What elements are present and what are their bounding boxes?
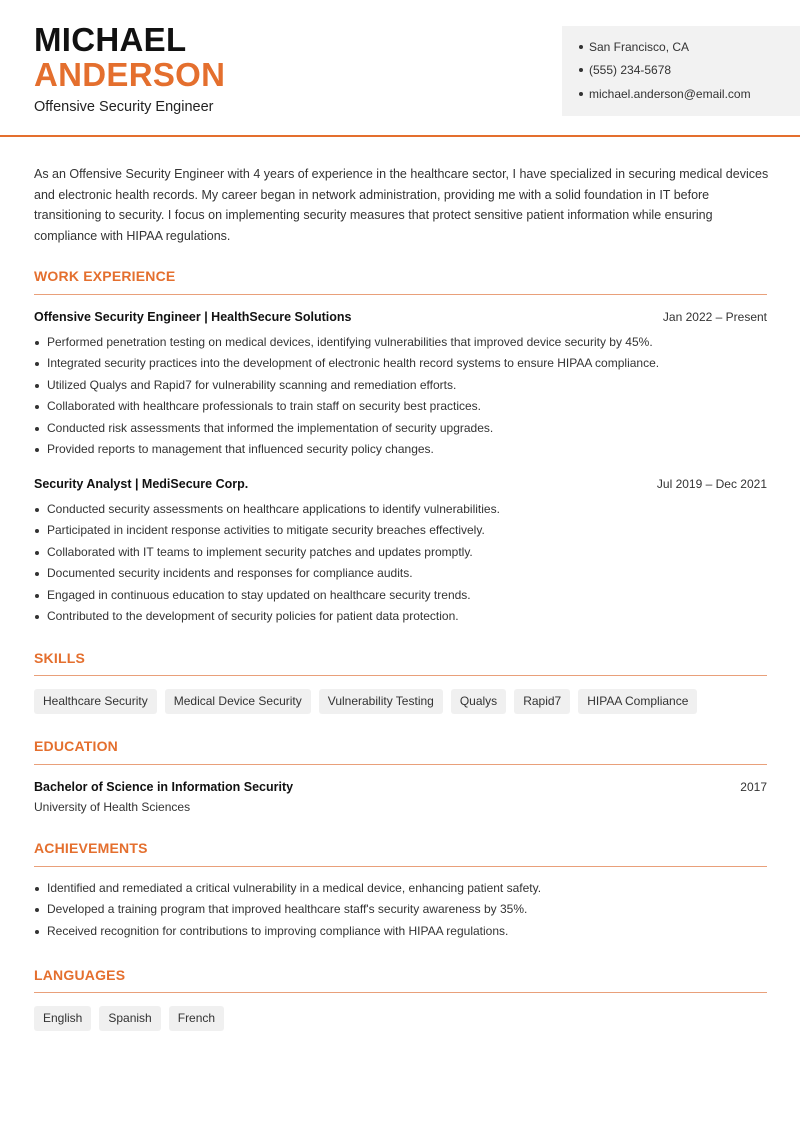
contact-location [579, 40, 689, 54]
list-item: Participated in incident response activities to mitigate security breaches effectively. [34, 520, 767, 541]
list-item: Collaborated with healthcare professionals to train staff on security best practices. [34, 396, 767, 417]
job-title: Offensive Security Engineer [34, 99, 214, 115]
location-text: San Francisco, CA [589, 40, 690, 54]
section-title-languages: LANGUAGES [34, 967, 126, 983]
education-degree: Bachelor of Science in Information Security [34, 780, 294, 794]
header-divider [0, 135, 800, 137]
section-divider [34, 294, 767, 295]
section-title-achievements: ACHIEVEMENTS [34, 840, 148, 856]
language-tag: English [34, 1006, 91, 1031]
list-item: Performed penetration testing on medical devices, identifying vulnerabilities that improved device security by 45%. [34, 332, 767, 353]
section-divider [34, 675, 767, 676]
list-item: Utilized Qualys and Rapid7 for vulnerability scanning and remediation efforts. [34, 375, 767, 396]
list-item: Contributed to the development of security policies for patient data protection. [34, 606, 767, 627]
skill-tag: Vulnerability Testing [319, 689, 443, 714]
language-tag: French [169, 1006, 224, 1031]
list-item: Provided reports to management that influenced security policy changes. [34, 439, 767, 460]
language-tag: Spanish [99, 1006, 160, 1031]
section-divider [34, 992, 767, 993]
skills-tags [34, 689, 697, 714]
bullet-icon [579, 92, 583, 96]
job-dates: Jul 2019 – Dec 2021 [656, 477, 767, 491]
job-role: Security Analyst | MediSecure Corp. [34, 477, 249, 491]
job-bullets [34, 332, 767, 460]
job-header [34, 477, 767, 491]
list-item: Engaged in continuous education to stay updated on healthcare security trends. [34, 585, 767, 606]
email-link[interactable]: michael.anderson@email.com [589, 87, 751, 101]
list-item: Integrated security practices into the development of electronic health record systems to ensure HIPAA compliance. [34, 353, 767, 374]
contact-box [562, 26, 800, 116]
section-title-education: EDUCATION [34, 738, 118, 754]
list-item: Conducted security assessments on healthcare applications to identify vulnerabilities. [34, 499, 767, 520]
section-divider [34, 764, 767, 765]
list-item: Identified and remediated a critical vulnerability in a medical device, enhancing patient safety. [34, 878, 767, 899]
list-item: Received recognition for contributions to improving compliance with HIPAA regulations. [34, 921, 767, 942]
job-role: Offensive Security Engineer | HealthSecure Solutions [34, 310, 352, 324]
skill-tag: Medical Device Security [165, 689, 311, 714]
job-bullets [34, 499, 767, 627]
section-title-skills: SKILLS [34, 650, 85, 666]
skill-tag: HIPAA Compliance [578, 689, 697, 714]
first-name: MICHAEL [34, 21, 187, 58]
resume-header [0, 0, 800, 137]
education-school: University of Health Sciences [34, 800, 191, 814]
job-dates: Jan 2022 – Present [662, 310, 767, 324]
phone-text: (555) 234-5678 [589, 63, 672, 77]
education-year: 2017 [740, 780, 767, 794]
bullet-icon [579, 45, 583, 49]
list-item: Developed a training program that improved healthcare staff's security awareness by 35%. [34, 899, 767, 920]
skill-tag: Healthcare Security [34, 689, 157, 714]
list-item: Collaborated with IT teams to implement security patches and updates promptly. [34, 542, 767, 563]
contact-email [579, 87, 751, 101]
achievement-bullets [34, 878, 767, 942]
section-divider [34, 866, 767, 867]
job-header [34, 310, 767, 324]
list-item: Conducted risk assessments that informed the implementation of security upgrades. [34, 418, 767, 439]
skill-tag: Qualys [451, 689, 506, 714]
section-title-work: WORK EXPERIENCE [34, 268, 176, 284]
last-name: ANDERSON [34, 56, 226, 93]
contact-phone [579, 63, 671, 77]
skill-tag: Rapid7 [514, 689, 570, 714]
summary-text: As an Offensive Security Engineer with 4 years of experience in the healthcare sector, I have specialized in securing medical devices and electronic health records. My career began in network administration, providing me with a solid foundation in IT before transitioning to security. I focus on implementing security measures that protect sensitive patient information while ensuring compliance with HIPAA regulations. [34, 167, 769, 243]
list-item: Documented security incidents and responses for compliance audits. [34, 563, 767, 584]
language-tags [34, 1006, 224, 1031]
bullet-icon [579, 68, 583, 72]
